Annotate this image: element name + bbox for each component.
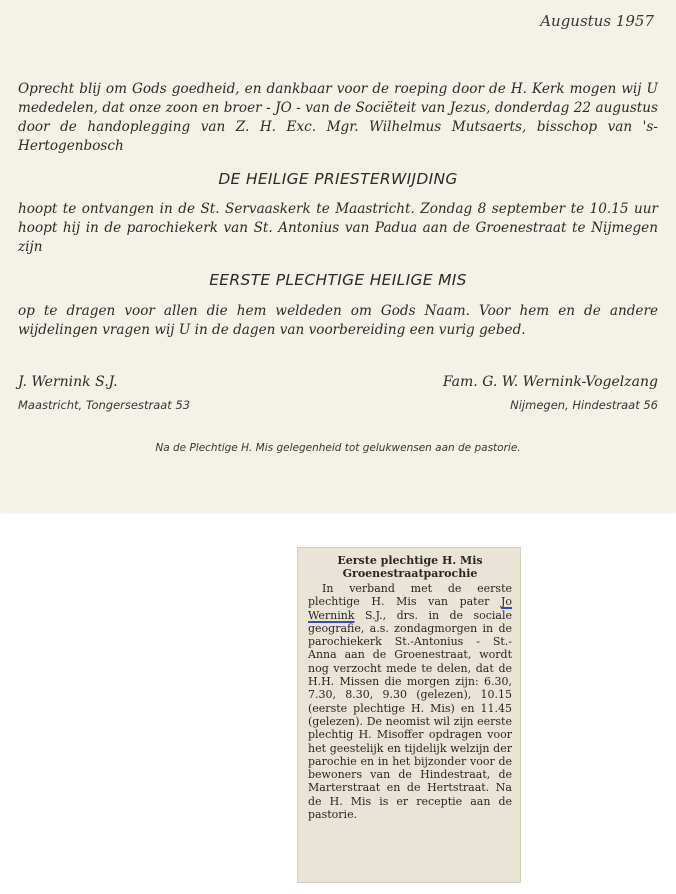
first-mass-paragraph: op te dragen voor allen die hem weldeden om Gods Naam. Voor hem en de andere wijdelingen vragen wij U in de dagen van voorbereiding een vurig gebed. bbox=[18, 303, 658, 338]
newspaper-clipping bbox=[297, 547, 521, 883]
signature-left-address: Maastricht, Tongersestraat 53 bbox=[18, 398, 191, 412]
intro-paragraph: Oprecht blij om Gods goedheid, en dankbaar voor de roeping door de H. Kerk mogen wij U mededelen, dat onze zoon en broer - JO - van de Sociëteit van Jezus, donderdag 22 augustus door de handoplegging van Z. H. Exc. Mgr. Wilhelmus Mutsaerts, bisschop van 's-Hertogenbosch bbox=[18, 81, 658, 154]
signature-left-name: J. Wernink S.J. bbox=[18, 374, 118, 390]
clipping-body bbox=[308, 582, 512, 821]
clipping-title-line2: Groenestraatparochie bbox=[342, 567, 478, 580]
clipping-title-line1: Eerste plechtige H. Mis bbox=[337, 554, 483, 567]
date-line: Augustus 1957 bbox=[540, 12, 654, 30]
clipping-body-end: S.J., drs. in de sociale geografie, a.s. zondagmorgen in de parochiekerk St.-Antonius - St.-Anna aan de Groenestraat, wordt nog verzocht mede te delen, dat de H.H. Missen die morgen zijn: 6.30, 7.30, 8.30, 9.30 (gelezen), 10.15 (eerste plechtige H. Mis) en 11.45 (gelezen). De neomist wil zijn eerste plechtig H. Misoffer opdragen voor het geestelijk en tijdelijk welzijn der parochie en in het bijzonder voor de bewoners van de Hindestraat, de Marterstraat en de Hertstraat. Na de H. Mis is er receptie aan de pastorie. bbox=[308, 608, 512, 822]
clipping-body-start: In verband met de eerste plechtige H. Mis van pater bbox=[308, 582, 512, 609]
clipping-underlined-name: Jo Wernink bbox=[308, 595, 512, 622]
ordination-paragraph: hoopt te ontvangen in de St. Servaaskerk te Maastricht. Zondag 8 september te 10.15 uur hoopt hij in de parochiekerk van St. Antonius van Padua aan de Groenestraat te Nijmegen zijn bbox=[18, 201, 658, 255]
ordination-heading: DE HEILIGE PRIESTERWIJDING bbox=[218, 170, 458, 188]
signature-right-name: Fam. G. W. Wernink-Vogelzang bbox=[442, 374, 658, 390]
signature-right-address: Nijmegen, Hindestraat 56 bbox=[510, 398, 658, 412]
footnote: Na de Plechtige H. Mis gelegenheid tot gelukwensen aan de pastorie. bbox=[155, 442, 521, 454]
first-mass-heading: EERSTE PLECHTIGE HEILIGE MIS bbox=[209, 271, 467, 289]
